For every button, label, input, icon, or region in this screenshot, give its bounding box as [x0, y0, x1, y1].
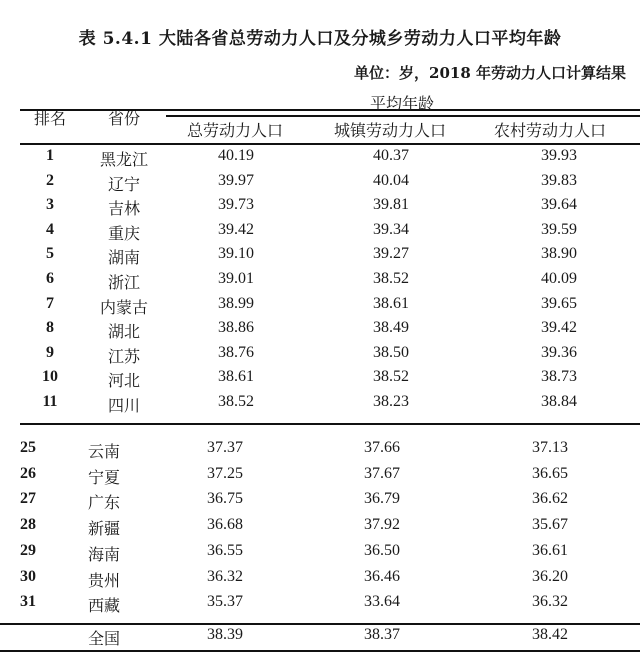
- rural-cell: 37.13: [532, 439, 568, 456]
- urban-cell: 36.79: [364, 490, 400, 508]
- rural-cell: 39.65: [541, 294, 577, 312]
- urban-cell: 38.23: [373, 393, 409, 410]
- total-cell: 38.86: [218, 319, 254, 337]
- province-cell: 广东: [88, 493, 121, 513]
- urban-cell: 37.92: [364, 516, 400, 534]
- rank-cell: 11: [42, 393, 58, 410]
- total-cell: 39.73: [218, 196, 254, 214]
- province-cell: 湖北: [107, 322, 141, 342]
- rural-cell: 40.09: [541, 270, 577, 287]
- total-cell: 38.61: [218, 368, 254, 386]
- total-cell: 35.37: [207, 593, 243, 611]
- province-cell: 云南: [88, 442, 121, 461]
- province-cell: 贵州: [88, 570, 121, 590]
- rank-cell: 3: [46, 196, 54, 214]
- rural-cell: 36.65: [532, 464, 568, 482]
- header-rural: 农村劳动力人口: [493, 121, 607, 140]
- total-cell: 37.37: [207, 439, 243, 456]
- total-cell: 38.76: [218, 343, 254, 361]
- rural-cell: 36.20: [532, 567, 568, 585]
- rural-cell: 36.62: [532, 490, 568, 508]
- rank-cell: 5: [46, 245, 54, 263]
- province-cell: 浙江: [107, 273, 141, 292]
- rural-cell: 36.32: [532, 593, 568, 611]
- urban-cell: 38.49: [373, 319, 409, 337]
- rural-cell: 39.93: [541, 147, 577, 164]
- province-cell: 宁夏: [88, 467, 121, 487]
- province-cell: 新疆: [88, 519, 121, 539]
- rural-cell: 35.67: [532, 516, 568, 534]
- province-cell: 黑龙江: [99, 150, 149, 169]
- mid-rule: [20, 423, 640, 425]
- header-province: 省份: [107, 109, 141, 128]
- urban-cell: 38.52: [373, 270, 409, 287]
- urban-cell: 39.34: [373, 220, 409, 238]
- rank-cell: 30: [20, 567, 36, 585]
- total-cell: 39.42: [218, 220, 254, 238]
- national-bottom-rule: [0, 650, 640, 652]
- urban-cell: 36.46: [364, 567, 400, 585]
- rural-cell: 39.36: [541, 343, 577, 361]
- header-total: 总劳动力人口: [186, 121, 284, 140]
- table-title: 表 5.4.1 大陆各省总劳动力人口及分城乡劳动力人口平均年龄: [78, 29, 562, 49]
- rank-cell: 29: [20, 541, 36, 559]
- urban-cell: 40.37: [373, 147, 409, 164]
- rural-cell: 38.84: [541, 393, 577, 410]
- province-cell: 重庆: [107, 223, 141, 243]
- rank-cell: 6: [46, 270, 54, 287]
- urban-cell: 38.61: [373, 294, 409, 312]
- province-cell: 河北: [107, 371, 141, 391]
- urban-cell: 38.50: [373, 343, 409, 361]
- urban-cell: 39.27: [373, 245, 409, 263]
- rank-cell: 31: [20, 593, 36, 611]
- rural-cell: 36.61: [532, 541, 568, 559]
- unit-note: 单位：岁，2018 年劳动力人口计算结果: [354, 64, 626, 82]
- rural-cell: 38.73: [541, 368, 577, 386]
- rank-cell: 25: [20, 439, 36, 456]
- rank-cell: 1: [46, 147, 54, 164]
- urban-cell: 36.50: [364, 541, 400, 559]
- rank-cell: 4: [46, 220, 54, 238]
- total-cell: 39.97: [218, 171, 254, 189]
- header-group-rule: [166, 115, 640, 117]
- urban-cell: 37.66: [364, 439, 400, 456]
- rank-cell: 8: [46, 319, 54, 337]
- header-rank: 排名: [33, 109, 67, 128]
- rank-cell: 10: [42, 368, 58, 386]
- total-cell: 38.99: [218, 294, 254, 312]
- national-total: 38.39: [207, 626, 243, 643]
- total-cell: 36.68: [207, 516, 243, 534]
- rural-cell: 39.64: [541, 196, 577, 214]
- total-cell: 36.32: [207, 567, 243, 585]
- rural-cell: 39.83: [541, 171, 577, 189]
- urban-cell: 33.64: [364, 593, 400, 611]
- rural-cell: 39.42: [541, 319, 577, 337]
- province-cell: 内蒙古: [99, 297, 149, 317]
- province-cell: 西藏: [88, 596, 121, 616]
- total-cell: 36.75: [207, 490, 243, 508]
- urban-cell: 39.81: [373, 196, 409, 214]
- header-average-age: 平均年龄: [369, 94, 435, 113]
- header-bottom-rule: [20, 143, 640, 145]
- rank-cell: 28: [20, 516, 36, 534]
- total-cell: 40.19: [218, 147, 254, 164]
- total-cell: 37.25: [207, 464, 243, 482]
- province-cell: 辽宁: [107, 174, 141, 194]
- urban-cell: 40.04: [373, 171, 409, 189]
- urban-cell: 37.67: [364, 464, 400, 482]
- province-cell: 吉林: [107, 199, 141, 219]
- rural-cell: 38.90: [541, 245, 577, 263]
- total-cell: 39.10: [218, 245, 254, 263]
- province-cell: 海南: [88, 544, 121, 564]
- province-cell: 江苏: [107, 346, 141, 366]
- rank-cell: 9: [46, 343, 54, 361]
- header-urban: 城镇劳动力人口: [333, 121, 447, 140]
- rank-cell: 2: [46, 171, 54, 189]
- rural-cell: 39.59: [541, 220, 577, 238]
- national-top-rule: [0, 623, 640, 625]
- total-cell: 36.55: [207, 541, 243, 559]
- province-cell: 四川: [107, 396, 141, 415]
- province-cell: 湖南: [107, 248, 141, 268]
- national-urban: 38.37: [364, 626, 400, 643]
- urban-cell: 38.52: [373, 368, 409, 386]
- rank-cell: 7: [46, 294, 54, 312]
- rank-cell: 27: [20, 490, 36, 508]
- total-cell: 38.52: [218, 393, 254, 410]
- rank-cell: 26: [20, 464, 36, 482]
- national-rural: 38.42: [532, 626, 568, 643]
- national-label: 全国: [88, 629, 121, 648]
- total-cell: 39.01: [218, 270, 254, 287]
